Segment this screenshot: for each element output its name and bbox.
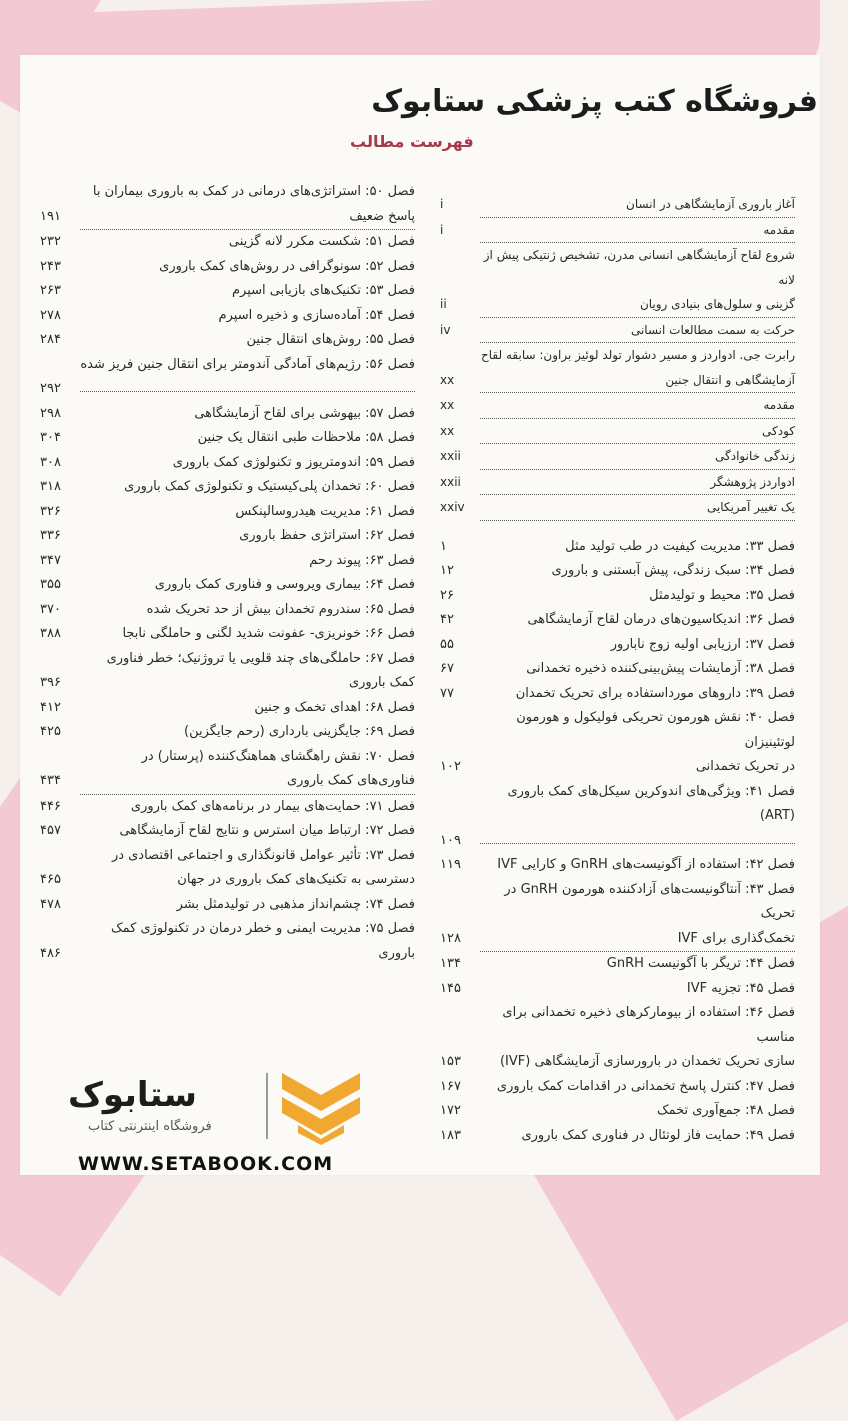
toc-entry-page: ۳۸۸ xyxy=(40,626,61,641)
toc-entry-title: باروری xyxy=(378,945,415,961)
toc-entry-title: در تحریک تخمدانی xyxy=(695,759,795,774)
toc-entry-title: فصل ۵۵: روش‌های انتقال جنین xyxy=(246,332,415,347)
toc-entry[interactable] xyxy=(440,977,795,1002)
toc-entry-title: فصل ۵۷: بیهوشی برای لقاح آزمایشگاهی xyxy=(194,405,415,421)
toc-entry-page: xxiv xyxy=(440,500,465,514)
toc-entry-title: فصل ۵۸: ملاحظات طبی انتقال یک جنین xyxy=(197,430,415,445)
toc-entry-title: فصل ۶۴: بیماری ویروسی و فناوری کمک باروری xyxy=(154,577,415,592)
toc-entry-page: ۴۳۴ xyxy=(40,773,61,788)
toc-entry-page: ۲۷۸ xyxy=(40,307,61,323)
toc-entry-page: ۲۳۲ xyxy=(40,234,61,249)
toc-entry[interactable] xyxy=(40,647,415,672)
toc-entry[interactable] xyxy=(440,878,795,927)
toc-entry[interactable] xyxy=(440,1099,795,1124)
toc-entry[interactable] xyxy=(40,451,415,476)
toc-entry[interactable] xyxy=(440,829,795,854)
toc-entry[interactable] xyxy=(40,279,415,304)
toc-entry[interactable] xyxy=(440,470,795,496)
toc-entry-page: ۴۴۶ xyxy=(40,798,61,814)
toc-entry-page: ۴۵۷ xyxy=(40,823,61,838)
toc-entry[interactable] xyxy=(40,893,415,918)
toc-entry-page: ۳۴۷ xyxy=(40,552,61,568)
toc-entry-page: ۷۷ xyxy=(440,685,454,701)
toc-entry-title: فناوری‌های کمک باروری xyxy=(80,769,415,795)
toc-gap xyxy=(440,521,795,535)
toc-entry-page: ۵۵ xyxy=(440,636,454,652)
toc-entry[interactable] xyxy=(40,328,415,353)
toc-entry-title: فصل ۶۶: خونریزی- عفونت شدید لگنی و حاملگی نابجا xyxy=(122,626,415,641)
toc-entry-page: ۱۲ xyxy=(440,563,454,578)
toc-entry-title: یک تغییر آمریکایی xyxy=(480,495,795,521)
toc-entry[interactable] xyxy=(440,495,795,521)
toc-entry-title: فصل ۴۳: آنتاگونیست‌های آزادکننده هورمون GnRH در تحریک xyxy=(504,881,795,921)
toc-entry[interactable] xyxy=(440,318,795,344)
logo-subtitle: فروشگاه اینترنتی کتاب xyxy=(88,1119,212,1134)
toc-entry-title: کودکی xyxy=(480,419,795,445)
toc-entry[interactable] xyxy=(440,706,795,755)
toc-entry-title: رابرت جی. ادواردز و مسیر دشوار تولد لوئیز براون: سابقه لقاح xyxy=(481,348,795,362)
toc-entry-title: فصل ۴۲: استفاده از آگونیست‌های GnRH و کارایی IVF xyxy=(497,857,795,872)
toc-entry-title: فصل ۵۳: تکنیک‌های بازیابی اسپرم xyxy=(231,283,415,298)
toc-entry-page: ۴۸۶ xyxy=(40,945,61,961)
toc-entry-title: فصل ۶۷: حاملگی‌های چند قلویی یا تروژنیک؛ خطر فناوری xyxy=(106,650,415,666)
toc-entry[interactable] xyxy=(40,671,415,696)
toc-entry-title: فصل ۴۱: ویژگی‌های اندوکرین سیکل‌های کمک باروری (ART) xyxy=(507,783,795,823)
toc-entry-page: ۱۶۷ xyxy=(440,1078,461,1094)
toc-entry[interactable] xyxy=(440,657,795,682)
toc-entry-title: فصل ۴۶: استفاده از بیومارکرهای ذخیره تخمدانی برای مناسب xyxy=(502,1005,795,1045)
toc-entry-page: ۳۷۰ xyxy=(40,601,61,617)
toc-entry-title: فصل ۷۲: ارتباط میان استرس و نتایج لقاح آزمایشگاهی xyxy=(119,823,415,838)
toc-entry[interactable] xyxy=(440,393,795,419)
toc-entry-title: فصل ۷۱: حمایت‌های بیمار در برنامه‌های کمک باروری xyxy=(130,798,415,814)
toc-entry[interactable] xyxy=(40,917,415,942)
toc-entry-page: ۳۱۸ xyxy=(40,479,61,494)
toc-entry-page: ۲۹۲ xyxy=(40,381,61,396)
toc-entry-page: i xyxy=(440,197,444,211)
toc-entry-page: ۳۰۴ xyxy=(40,430,61,445)
toc-entry[interactable] xyxy=(40,942,415,967)
toc-entry-title: فصل ۶۱: مدیریت هیدروسالپنکس xyxy=(235,503,415,519)
toc-entry[interactable] xyxy=(40,549,415,574)
toc-entry[interactable] xyxy=(440,343,795,368)
toc-entry[interactable] xyxy=(40,769,415,795)
toc-entry-title: گزینی و سلول‌های بنیادی رویان xyxy=(480,292,795,318)
toc-entry-page: ۱۹۱ xyxy=(40,208,61,224)
toc-entry-page: ۲۶۳ xyxy=(40,283,61,298)
toc-entry-title: آزمایشگاهی و انتقال جنین xyxy=(480,368,795,394)
website-url: WWW.SETABOOK.COM xyxy=(78,1153,334,1175)
toc-entry[interactable] xyxy=(440,218,795,244)
toc-entry-page: ۱۴۵ xyxy=(440,980,461,996)
toc-entry[interactable] xyxy=(40,255,415,280)
toc-entry[interactable] xyxy=(40,573,415,598)
toc-entry-page: ۳۵۵ xyxy=(40,577,61,592)
toc-entry-title: فصل ۷۴: چشم‌انداز مذهبی در تولیدمثل بشر xyxy=(176,896,415,912)
toc-entry-page: ۲۹۸ xyxy=(40,405,61,421)
toc-entry-title: فصل ۴۵: تجزیه IVF xyxy=(686,980,795,996)
toc-entry-title: فصل ۴۰: نقش هورمون تحریکی فولیکول و هورمون لوتئینیزان xyxy=(516,710,795,750)
toc-entry-title: فصل ۶۰: تخمدان پلی‌کیستیک و تکنولوژی کمک باروری xyxy=(124,479,415,494)
toc-entry[interactable] xyxy=(40,230,415,255)
toc-entry-page: ۲۴۳ xyxy=(40,258,61,274)
toc-entry-page: i xyxy=(440,222,444,237)
toc-entry[interactable] xyxy=(40,868,415,893)
toc-entry[interactable] xyxy=(440,292,795,318)
toc-entry-page: ۲۸۴ xyxy=(40,332,61,347)
toc-entry-title: فصل ۶۵: سندروم تخمدان بیش از حد تحریک شده xyxy=(146,601,415,617)
toc-entry[interactable] xyxy=(40,524,415,549)
toc-entry[interactable] xyxy=(440,1001,795,1050)
toc-entry-title: فصل ۵۴: آماده‌سازی و ذخیره اسپرم xyxy=(218,307,415,323)
toc-entry-title: فصل ۵۰: استراتژی‌های درمانی در کمک به باروری بیماران با xyxy=(92,184,415,199)
toc-entry[interactable] xyxy=(40,426,415,451)
toc-entry-page: xx xyxy=(440,372,455,387)
toc-entry-title: فصل ۶۹: جایگزینی بارداری (رحم جایگزین) xyxy=(184,724,415,739)
toc-entry-title: فصل ۶۸: اهدای تخمک و جنین xyxy=(254,699,415,715)
toc-entry[interactable] xyxy=(440,1075,795,1100)
toc-entry[interactable] xyxy=(440,780,795,829)
toc-entry-page: ۴۲۵ xyxy=(40,724,61,739)
toc-title: فهرست مطالب xyxy=(350,132,474,151)
toc-entry[interactable] xyxy=(440,633,795,658)
toc-entry[interactable] xyxy=(40,205,415,231)
toc-entry[interactable] xyxy=(40,844,415,869)
toc-entry-title: فصل ۳۶: اندیکاسیون‌های درمان لقاح آزمایشگاهی xyxy=(527,612,795,627)
toc-entry-page: ۱۵۳ xyxy=(440,1054,461,1069)
toc-entry-title: ادواردز پژوهشگر xyxy=(480,470,795,496)
toc-entry[interactable] xyxy=(440,535,795,560)
toc-entry[interactable] xyxy=(440,1050,795,1075)
toc-entry-page: xx xyxy=(440,423,455,438)
toc-entry-title: دسترسی به تکنیک‌های کمک باروری در جهان xyxy=(177,872,415,887)
toc-entry-page: ۲۶ xyxy=(440,587,454,603)
toc-entry-title: فصل ۳۹: داروهای مورداستفاده برای تحریک تخمدان xyxy=(515,685,795,701)
toc-entry-title: فصل ۷۳: تأثیر عوامل قانونگذاری و اجتماعی اقتصادی در xyxy=(111,847,415,863)
toc-column-right xyxy=(440,192,795,1148)
toc-entry-title: فصل ۵۱: شکست مکرر لانه گزینی xyxy=(228,234,415,249)
toc-entry-page: iv xyxy=(440,322,451,337)
toc-entry-page: ۱۷۲ xyxy=(440,1103,461,1118)
toc-entry[interactable] xyxy=(40,720,415,745)
toc-entry-page: ۱۲۸ xyxy=(440,930,461,946)
toc-entry-page: ۶۷ xyxy=(440,661,454,676)
toc-entry-title: شروع لقاح آزمایشگاهی انسانی مدرن، تشخیص ژنتیکی پیش از لانه xyxy=(483,248,795,287)
toc-entry[interactable] xyxy=(40,598,415,623)
toc-entry-title: پاسخ ضعیف xyxy=(80,205,415,231)
toc-entry-title: فصل ۳۸: آزمایشات پیش‌بینی‌کننده ذخیره تخمدانی xyxy=(526,661,795,676)
toc-entry[interactable] xyxy=(40,622,415,647)
toc-entry[interactable] xyxy=(440,584,795,609)
toc-entry-title: کمک باروری xyxy=(348,675,415,690)
toc-entry[interactable] xyxy=(440,608,795,633)
logo-brand: ستابوک xyxy=(68,1075,197,1115)
toc-entry-page: ۱۱۹ xyxy=(440,857,461,872)
toc-entry[interactable] xyxy=(440,419,795,445)
toc-entry[interactable] xyxy=(440,682,795,707)
toc-entry-page: ۱ xyxy=(440,538,447,554)
setabook-logo xyxy=(68,1065,368,1185)
toc-entry-page: ۳۲۶ xyxy=(40,503,61,519)
toc-entry[interactable] xyxy=(40,304,415,329)
toc-entry[interactable] xyxy=(440,368,795,394)
toc-entry-title: فصل ۳۳: مدیریت کیفیت در طب تولید مثل xyxy=(565,538,795,554)
toc-entry-page: ii xyxy=(440,297,447,311)
toc-entry[interactable] xyxy=(40,819,415,844)
toc-entry[interactable] xyxy=(440,1124,795,1149)
toc-entry-title: فصل ۴۷: کنترل پاسخ تخمدانی در اقدامات کمک باروری xyxy=(496,1078,795,1094)
toc-entry-page: ۴۱۲ xyxy=(40,699,61,715)
toc-entry[interactable] xyxy=(440,559,795,584)
toc-entry[interactable] xyxy=(440,243,795,292)
toc-entry-title: فصل ۵۲: سونوگرافی در روش‌های کمک باروری xyxy=(159,258,415,274)
toc-entry-title: سازی تحریک تخمدان در بارورسازی آزمایشگاهی (IVF) xyxy=(499,1054,795,1069)
toc-entry[interactable] xyxy=(440,952,795,977)
toc-entry-page: ۱۸۳ xyxy=(440,1127,461,1143)
toc-entry-page: ۴۷۸ xyxy=(40,896,61,912)
toc-entry-page: ۳۳۶ xyxy=(40,528,61,543)
toc-entry-page: xxii xyxy=(440,449,461,463)
toc-entry-title xyxy=(480,843,795,844)
toc-entry-page: ۱۰۹ xyxy=(440,832,461,848)
toc-entry-title: آغاز باروری آزمایشگاهی در انسان xyxy=(480,192,795,218)
toc-entry[interactable] xyxy=(440,444,795,470)
toc-entry-page: ۳۹۶ xyxy=(40,675,61,690)
toc-entry[interactable] xyxy=(40,475,415,500)
toc-entry-page: ۱۳۴ xyxy=(440,956,461,971)
toc-entry[interactable] xyxy=(440,927,795,953)
store-title: فروشگاه کتب پزشکی ستابوک xyxy=(371,84,818,119)
toc-entry-title: حرکت به سمت مطالعات انسانی xyxy=(480,318,795,344)
logo-chevron-icon xyxy=(278,1065,364,1145)
toc-entry-title: فصل ۶۲: استراتژی حفظ باروری xyxy=(239,528,415,543)
toc-entry[interactable] xyxy=(40,353,415,378)
toc-entry-title: فصل ۵۹: اندومتریوز و تکنولوژی کمک باروری xyxy=(172,454,415,470)
toc-column-left xyxy=(40,180,415,966)
toc-entry-title: فصل ۷۵: مدیریت ایمنی و خطر درمان در تکنولوژی کمک xyxy=(110,921,415,936)
toc-entry[interactable] xyxy=(40,180,415,205)
toc-entry[interactable] xyxy=(40,795,415,820)
toc-entry[interactable] xyxy=(40,500,415,525)
toc-entry-title: فصل ۶۳: پیوند رحم xyxy=(309,552,415,568)
toc-entry-page: ۴۲ xyxy=(440,612,454,627)
toc-entry-title: مقدمه xyxy=(480,218,795,244)
toc-entry[interactable] xyxy=(40,696,415,721)
toc-entry-page: ۴۶۵ xyxy=(40,872,61,887)
toc-entry-title: فصل ۴۸: جمع‌آوری تخمک xyxy=(656,1103,795,1118)
toc-entry-page: ۳۰۸ xyxy=(40,454,61,470)
toc-entry-title: فصل ۴۹: حمایت فاز لوتئال در فناوری کمک باروری xyxy=(521,1127,795,1143)
toc-entry[interactable] xyxy=(40,745,415,770)
toc-entry-page: xxii xyxy=(440,474,461,489)
toc-entry-title: فصل ۳۵: محیط و تولیدمثل xyxy=(649,587,795,603)
toc-entry-title: مقدمه xyxy=(480,393,795,419)
toc-entry[interactable] xyxy=(40,377,415,402)
toc-entry[interactable] xyxy=(440,755,795,780)
toc-entry-title: فصل ۵۶: رژیم‌های آمادگی آندومتر برای انتقال جنین فریز شده xyxy=(80,356,415,372)
toc-entry-title xyxy=(80,391,415,392)
logo-divider xyxy=(266,1073,268,1139)
toc-entry-title: فصل ۷۰: نقش راهگشای هماهنگ‌کننده (پرستار) در xyxy=(141,748,415,764)
toc-entry-title: زندگی خانوادگی xyxy=(480,444,795,470)
toc-entry-title: تخمک‌گذاری برای IVF xyxy=(480,927,795,953)
toc-entry-title: فصل ۴۴: تریگر با آگونیست GnRH xyxy=(606,956,795,971)
toc-entry[interactable] xyxy=(440,192,795,218)
toc-entry-title: فصل ۳۷: ارزیابی اولیه زوج نابارور xyxy=(610,636,795,652)
toc-entry[interactable] xyxy=(440,853,795,878)
toc-entry-page: xx xyxy=(440,398,455,412)
toc-entry-title: فصل ۳۴: سبک زندگی، پیش آبستنی و باروری xyxy=(551,563,795,578)
toc-entry[interactable] xyxy=(40,402,415,427)
toc-entry-page: ۱۰۲ xyxy=(440,759,461,774)
